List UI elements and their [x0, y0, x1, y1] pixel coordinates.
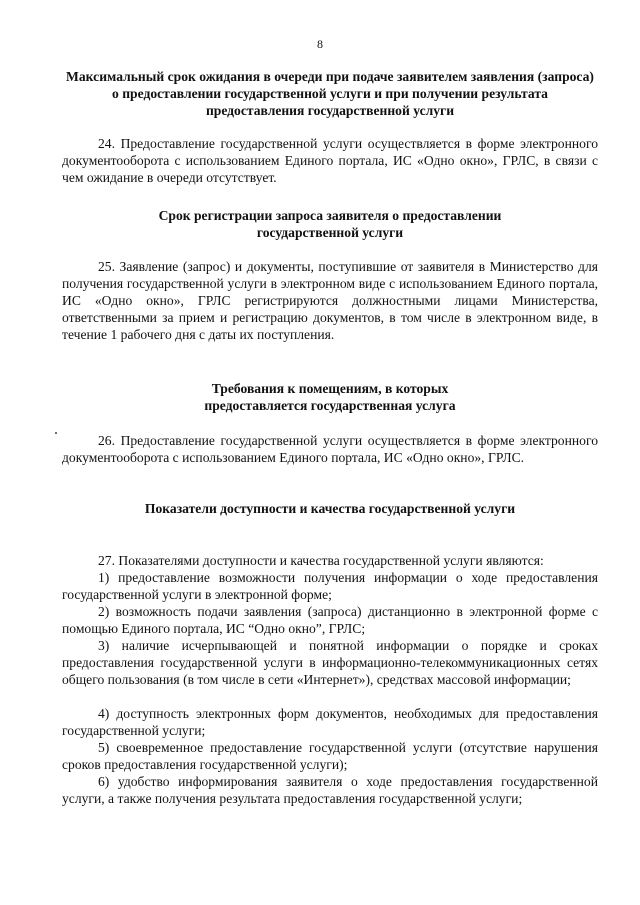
- heading-premises-requirements: Требования к помещениям, в которых предоставляется государственная услуга: [204, 381, 456, 413]
- paragraph-26: 26. Предоставление государственной услуги осуществляется в форме электронного документооборота с использованием Единого портала, ИС «Одно окно», ГРЛС.: [62, 433, 598, 465]
- page-number: 8: [317, 37, 323, 51]
- paragraph-25: 25. Заявление (запрос) и документы, поступившие от заявителя в Министерство для получения государственной услуги в электронном виде с использованием Единого портала, ИС «Одно окно», ГРЛС регистрируются должностными лицами Министерства, ответственными за прием и регистрацию документов, в том числе в электронном виде, в течение 1 рабочего дня с даты их поступления.: [62, 259, 598, 342]
- list-item-6: 6) удобство информирования заявителя о ходе предоставления государственной услуги, а также получения результата предоставления государственной услуги;: [62, 774, 598, 806]
- heading-accessibility-indicators: Показатели доступности и качества государственной услуги: [144, 501, 516, 516]
- list-item-1: 1) предоставление возможности получения информации о ходе предоставления государственной услуги в электронной форме;: [62, 570, 598, 602]
- list-item-5: 5) своевременное предоставление государственной услуги (отсутствие нарушения сроков предоставления государственной услуги);: [62, 740, 598, 772]
- heading-registration-term: Срок регистрации запроса заявителя о предоставлении государственной услуги: [158, 208, 502, 240]
- list-item-2: 2) возможность подачи заявления (запроса) дистанционно в электронной форме с помощью Единого портала, ИС “Одно окно”, ГРЛС;: [62, 604, 598, 636]
- list-item-4: 4) доступность электронных форм документов, необходимых для предоставления государственной услуги;: [62, 706, 598, 738]
- paragraph-27: 27. Показателями доступности и качества государственной услуги являются:: [98, 553, 544, 568]
- paragraph-24: 24. Предоставление государственной услуги осуществляется в форме электронного документооборота с использованием Единого портала, ИС «Одно окно», ГРЛС, в связи с чем ожидание в очереди отсутствует.: [62, 136, 598, 185]
- heading-queue-wait-time: Максимальный срок ожидания в очереди при подаче заявителем заявления (запроса) о предоставлении государственной услуги и при получении результата предоставления государственной услуги: [66, 69, 594, 118]
- scan-speck: [55, 432, 57, 434]
- list-item-3: 3) наличие исчерпывающей и понятной информации о порядке и сроках предоставления государственной услуги в информационно-телекоммуникационных сетях общего пользования (в том числе в сети «Интернет»), средствах массовой информации;: [62, 638, 598, 687]
